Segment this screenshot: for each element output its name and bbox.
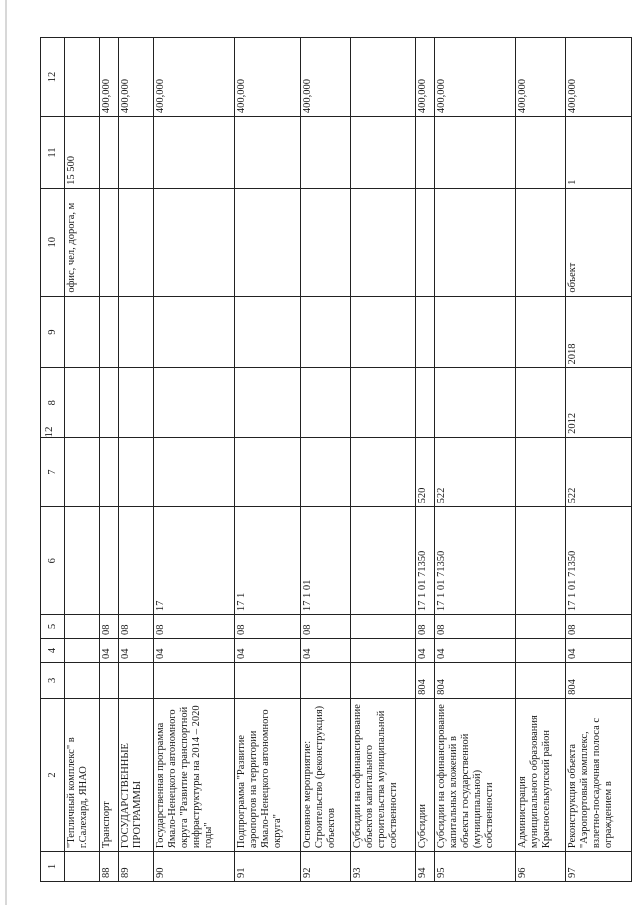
table-cell-col-5: 08: [566, 615, 632, 639]
column-header-4: 4: [41, 639, 65, 663]
table-cell-col-9: [154, 296, 235, 368]
table-cell-col-4: [65, 639, 100, 663]
table-cell-col-4: [350, 639, 416, 663]
table-cell-col-11: 15 500: [65, 117, 100, 189]
table-cell-col-5: 08: [154, 615, 235, 639]
table-row: [416, 38, 435, 882]
table-row: [234, 38, 300, 882]
table-cell-col-7: 522: [435, 437, 516, 506]
table-cell-col-2: Субсидии на софинансирование капитальных вложений в объекты государственной (муниципальной) собственности: [435, 698, 516, 851]
table-cell-col-10: [119, 188, 154, 296]
table-cell-col-10: [234, 188, 300, 296]
column-header-7: 7: [41, 437, 65, 506]
table-cell-col-8: [516, 368, 566, 437]
table-cell-col-6: [350, 507, 416, 615]
table-cell-col-10: [435, 188, 516, 296]
table-cell-col-10: офис, чел, дорога, м: [65, 188, 100, 296]
column-header-3: 3: [41, 662, 65, 698]
table-cell-col-7: [119, 437, 154, 506]
column-header-8: 8: [41, 368, 65, 437]
table-cell-col-12: 400,000: [516, 38, 566, 117]
table-cell-col-3: 804: [566, 662, 632, 698]
table-cell-col-2: Реконструкция объекта "Аэропортовый комплекс, взлетно-посадочная полоса с ограждением в: [566, 698, 632, 851]
table-cell-col-5: 08: [416, 615, 435, 639]
table-cell-col-7: [154, 437, 235, 506]
table-cell-col-11: [154, 117, 235, 189]
table-cell-col-3: [350, 662, 416, 698]
table-cell-col-10: [350, 188, 416, 296]
table-cell-col-1: 90: [154, 852, 235, 882]
table-cell-col-9: [516, 296, 566, 368]
table-cell-col-12: [65, 38, 100, 117]
table-cell-col-2: Государственная программа Ямало-Ненецкого автономного округа "Развитие транспортной инфраструктуры на 2014 – 2020 годы": [154, 698, 235, 851]
table-cell-col-9: [435, 296, 516, 368]
table-cell-col-1: 91: [234, 852, 300, 882]
table-cell-col-8: [234, 368, 300, 437]
table-cell-col-1: 93: [350, 852, 416, 882]
table-cell-col-4: 04: [566, 639, 632, 663]
table-cell-col-9: [350, 296, 416, 368]
table-cell-col-5: 08: [435, 615, 516, 639]
table-cell-col-8: [100, 368, 119, 437]
table-cell-col-11: [516, 117, 566, 189]
table-cell-col-6: [100, 507, 119, 615]
table-cell-col-5: [350, 615, 416, 639]
table-cell-col-1: 97: [566, 852, 632, 882]
table-cell-col-10: [154, 188, 235, 296]
table-cell-col-3: [234, 662, 300, 698]
table-cell-col-6: [119, 507, 154, 615]
table-cell-col-6: 17: [154, 507, 235, 615]
table-cell-col-6: 17 1 01 71350: [435, 507, 516, 615]
table-cell-col-12: [350, 38, 416, 117]
column-header-9: 9: [41, 296, 65, 368]
table-cell-col-3: [119, 662, 154, 698]
table-cell-col-5: 08: [300, 615, 350, 639]
table-cell-col-8: [65, 368, 100, 437]
page-number: 12: [43, 426, 55, 438]
table-cell-col-1: 94: [416, 852, 435, 882]
budget-table: [40, 37, 632, 882]
table-cell-col-11: [119, 117, 154, 189]
column-header-1: 1: [41, 852, 65, 882]
table-cell-col-8: [416, 368, 435, 437]
column-header-10: 10: [41, 188, 65, 296]
table-cell-col-12: 400,000: [154, 38, 235, 117]
table-cell-col-9: [119, 296, 154, 368]
table-cell-col-11: [416, 117, 435, 189]
table-cell-col-4: 04: [300, 639, 350, 663]
table-cell-col-9: [100, 296, 119, 368]
table-cell-col-8: [119, 368, 154, 437]
table-cell-col-2: Основное мероприятие: Строительство (реконструкция) объектов: [300, 698, 350, 851]
table-cell-col-4: 04: [435, 639, 516, 663]
table-row: [435, 38, 516, 882]
rotated-table-wrapper: [40, 37, 632, 882]
table-cell-col-10: [416, 188, 435, 296]
table-row: [300, 38, 350, 882]
table-cell-col-8: [154, 368, 235, 437]
table-cell-col-6: 17 1 01 71350: [566, 507, 632, 615]
table-cell-col-2: Транспорт: [100, 698, 119, 851]
table-cell-col-11: [300, 117, 350, 189]
table-cell-col-11: [234, 117, 300, 189]
table-cell-col-12: 400,000: [119, 38, 154, 117]
table-cell-col-12: 400,000: [435, 38, 516, 117]
table-cell-col-1: 92: [300, 852, 350, 882]
column-header-11: 11: [41, 117, 65, 189]
table-cell-col-12: 400,000: [234, 38, 300, 117]
table-cell-col-7: [516, 437, 566, 506]
table-cell-col-3: [154, 662, 235, 698]
table-cell-col-3: [516, 662, 566, 698]
table-cell-col-7: [100, 437, 119, 506]
table-cell-col-6: 17 1 01 71350: [416, 507, 435, 615]
table-cell-col-3: [300, 662, 350, 698]
table-cell-col-1: 88: [100, 852, 119, 882]
table-cell-col-2: ГОСУДАРСТВЕННЫЕ ПРОГРАММЫ: [119, 698, 154, 851]
table-cell-col-4: 04: [234, 639, 300, 663]
table-cell-col-2: Субсидии на софинансирование объектов капитального строительства муниципальной собственности: [350, 698, 416, 851]
column-header-2: 2: [41, 698, 65, 851]
table-cell-col-9: [300, 296, 350, 368]
table-cell-col-4: 04: [416, 639, 435, 663]
table-cell-col-7: [350, 437, 416, 506]
table-cell-col-5: 08: [100, 615, 119, 639]
table-cell-col-11: [435, 117, 516, 189]
table-cell-col-11: 1: [566, 117, 632, 189]
table-cell-col-1: 95: [435, 852, 516, 882]
table-cell-col-12: 400,000: [566, 38, 632, 117]
table-cell-col-3: 804: [416, 662, 435, 698]
table-cell-col-9: 2018: [566, 296, 632, 368]
table-cell-col-10: [516, 188, 566, 296]
table-cell-col-7: 522: [566, 437, 632, 506]
table-cell-col-4: 04: [100, 639, 119, 663]
table-cell-col-2: Администрация муниципального образования Красноселькупский район: [516, 698, 566, 851]
table-cell-col-7: [300, 437, 350, 506]
table-cell-col-9: [416, 296, 435, 368]
table-cell-col-12: 400,000: [300, 38, 350, 117]
table-cell-col-1: [65, 852, 100, 882]
table-cell-col-2: Субсидии: [416, 698, 435, 851]
table-row: [100, 38, 119, 882]
table-cell-col-10: [300, 188, 350, 296]
table-cell-col-6: [516, 507, 566, 615]
table-cell-col-8: [435, 368, 516, 437]
table-cell-col-7: 520: [416, 437, 435, 506]
table-cell-col-6: 17 1: [234, 507, 300, 615]
table-cell-col-12: 400,000: [416, 38, 435, 117]
table-cell-col-1: 96: [516, 852, 566, 882]
table-cell-col-7: [65, 437, 100, 506]
table-cell-col-5: [65, 615, 100, 639]
table-cell-col-10: [100, 188, 119, 296]
table-cell-col-5: [516, 615, 566, 639]
table-cell-col-7: [234, 437, 300, 506]
table-cell-col-11: [350, 117, 416, 189]
table-cell-col-6: [65, 507, 100, 615]
column-header-12: 12: [41, 38, 65, 117]
table-cell-col-5: 08: [119, 615, 154, 639]
table-cell-col-2: "Тепличный комплекс" в г.Салехард, ЯНАО: [65, 698, 100, 851]
table-cell-col-4: 04: [119, 639, 154, 663]
table-cell-col-8: [300, 368, 350, 437]
table-cell-col-8: 2012: [566, 368, 632, 437]
table-cell-col-4: [516, 639, 566, 663]
table-cell-col-9: [234, 296, 300, 368]
header-row: [41, 38, 65, 882]
table-cell-col-10: объект: [566, 188, 632, 296]
table-cell-col-2: Подпрограмма "Развитие аэропортов на территории Ямало-Ненецкого автономного округа": [234, 698, 300, 851]
table-cell-col-3: 804: [435, 662, 516, 698]
table-cell-col-8: [350, 368, 416, 437]
scan-edge: [5, 0, 7, 905]
table-row: [154, 38, 235, 882]
column-header-6: 6: [41, 507, 65, 615]
table-cell-col-12: 400,000: [100, 38, 119, 117]
table-cell-col-4: 04: [154, 639, 235, 663]
table-row: [350, 38, 416, 882]
table-cell-col-11: [100, 117, 119, 189]
table-row: [566, 38, 632, 882]
table-cell-col-1: 89: [119, 852, 154, 882]
table-cell-col-3: [100, 662, 119, 698]
table-cell-col-9: [65, 296, 100, 368]
table-cell-col-5: 08: [234, 615, 300, 639]
table-row: [119, 38, 154, 882]
table-cell-col-3: [65, 662, 100, 698]
table-row: [516, 38, 566, 882]
column-header-5: 5: [41, 615, 65, 639]
table-cell-col-6: 17 1 01: [300, 507, 350, 615]
table-row: [65, 38, 100, 882]
